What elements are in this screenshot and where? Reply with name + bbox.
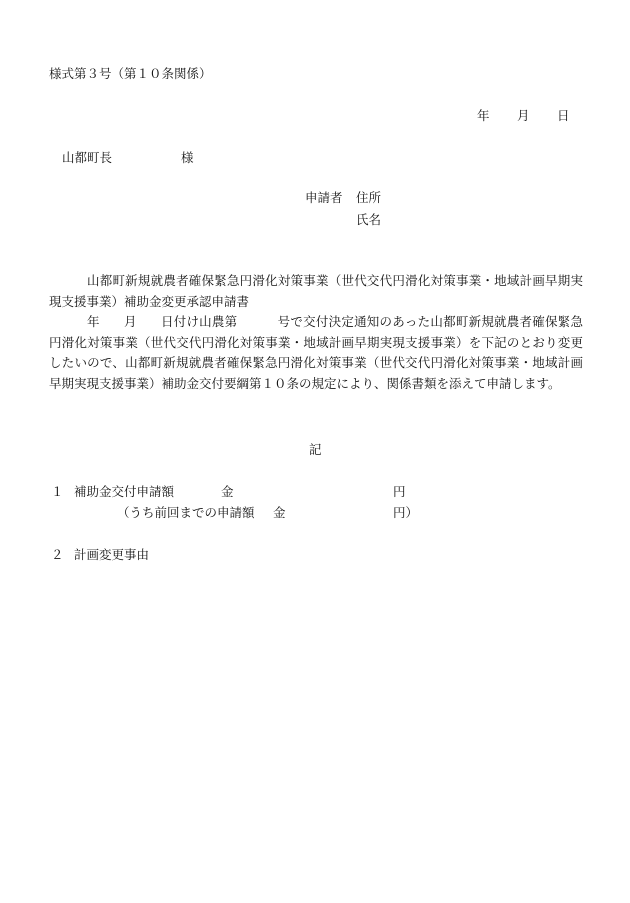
body-text-2: 号で交付決定通知のあった山都町新規就農者確保緊急円滑化対策事業（世代交代円滑化対策事業・地域計画早期実現支援事業）を下記のとおり変更したいので、山都町新規就農者確保緊急円滑化対策事業（世代交代円滑化対策事業・地域計画早期実現支援事業）補助金交付要綱第１０条の規定により、関係書類を添えて申請します。	[49, 314, 583, 391]
item-2-label: 計画変更事由	[74, 547, 150, 562]
body-paragraph	[49, 312, 583, 394]
form-number: 様式第３号（第１０条関係）	[49, 66, 212, 81]
item-1-sub-kin: 金	[273, 505, 286, 520]
applicant-address-label: 住所	[356, 190, 382, 205]
item-1-label: 補助金交付申請額	[74, 484, 175, 499]
date-day-label: 日	[557, 108, 570, 123]
date-month-label: 月	[517, 108, 530, 123]
applicant-name-label: 氏名	[356, 212, 382, 227]
item-1-number: １	[51, 484, 64, 499]
item-1-kin: 金	[221, 484, 234, 499]
item-1-yen: 円	[393, 484, 406, 499]
item-1-sub-yen: 円）	[393, 505, 419, 520]
item-2-number: ２	[51, 547, 64, 562]
ki-heading: 記	[309, 442, 322, 457]
addressee-name: 山都町長	[62, 150, 113, 165]
applicant-label: 申請者	[305, 190, 343, 205]
body-year: 年	[87, 314, 100, 329]
document-title: 山都町新規就農者確保緊急円滑化対策事業（世代交代円滑化対策事業・地域計画早期実現支援事業）補助金変更承認申請書	[49, 273, 583, 309]
date-year-label: 年	[477, 108, 490, 123]
item-1-sub-label: （うち前回までの申請額	[117, 505, 255, 520]
body-month: 月	[123, 314, 137, 329]
addressee-honorific: 様	[181, 150, 194, 165]
body-text-1: 日付け山農第	[160, 314, 238, 329]
